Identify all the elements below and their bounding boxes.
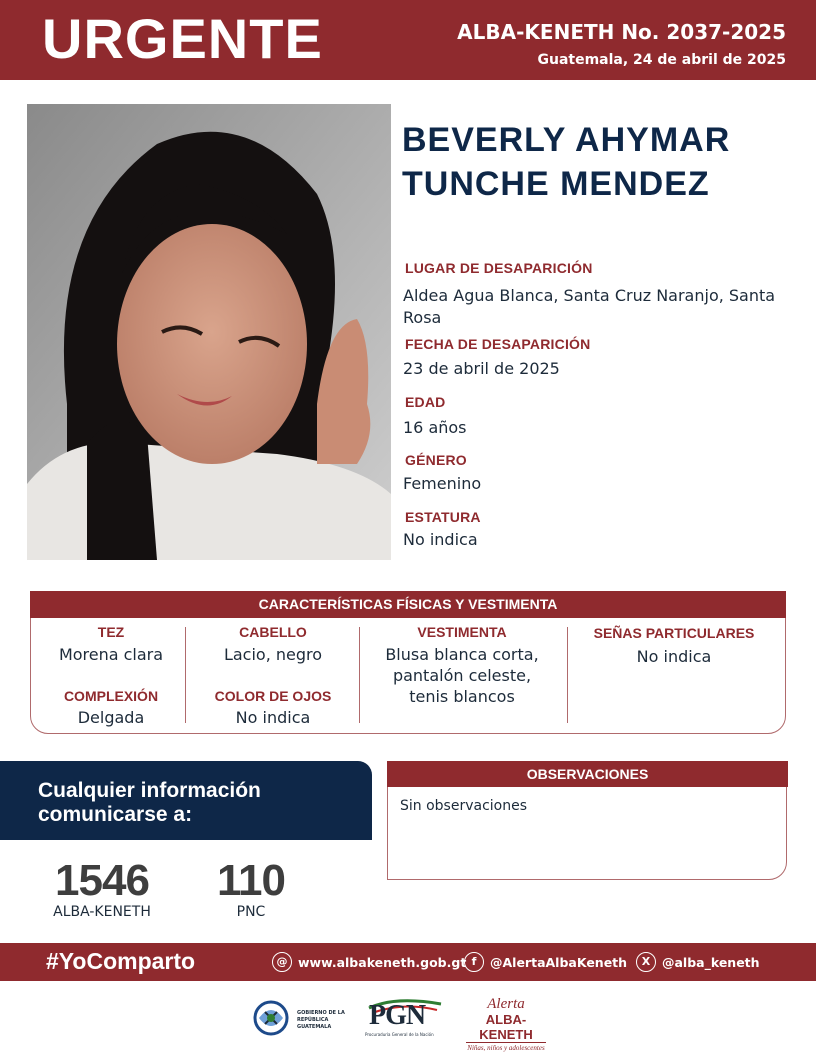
hashtag: #YoComparto bbox=[46, 948, 196, 974]
alert-date: Guatemala, 24 de abril de 2025 bbox=[537, 52, 786, 68]
distinguishing-marks-label: SEÑAS PARTICULARES bbox=[593, 625, 755, 641]
alba-keneth-logo-tagline: Niñas, niños y adolescentes bbox=[467, 1044, 545, 1052]
alert-number: ALBA-KENETH No. 2037-2025 bbox=[457, 20, 786, 44]
observations-text: Sin observaciones bbox=[400, 798, 528, 814]
gender-label: GÉNERO bbox=[405, 452, 467, 468]
contact-banner bbox=[0, 761, 372, 840]
skin-tone-label: TEZ bbox=[97, 624, 125, 640]
phone-alba-keneth[interactable]: 1546 bbox=[55, 856, 149, 905]
hair-label: CABELLO bbox=[239, 624, 307, 640]
gender-value: Femenino bbox=[403, 474, 482, 493]
disappearance-place-label: LUGAR DE DESAPARICIÓN bbox=[405, 260, 593, 276]
observations-panel bbox=[387, 761, 787, 880]
pgn-logo-text: PGN bbox=[369, 1000, 426, 1031]
contact-text bbox=[38, 779, 358, 827]
alba-keneth-logo-top: Alerta bbox=[487, 996, 525, 1012]
government-logo bbox=[251, 998, 361, 1038]
column-divider bbox=[567, 627, 568, 723]
age-value: 16 años bbox=[403, 418, 467, 437]
contact-text-line1: Cualquier información bbox=[38, 779, 261, 802]
website-text: www.albakeneth.gob.gt bbox=[298, 954, 467, 970]
globe-icon: @ bbox=[272, 952, 292, 972]
distinguishing-marks-value: No indica bbox=[636, 647, 712, 666]
pgn-logo bbox=[365, 996, 445, 1040]
eye-color-label: COLOR DE OJOS bbox=[214, 688, 332, 704]
build-label: COMPLEXIÓN bbox=[63, 688, 159, 704]
x-icon: X bbox=[636, 952, 656, 972]
government-logo-text: GOBIERNO DE LA REPÚBLICA GUATEMALA bbox=[297, 1010, 345, 1030]
website-link[interactable] bbox=[272, 951, 466, 973]
person-name-line1: BEVERLY AHYMAR bbox=[402, 121, 731, 159]
disappearance-date-label: FECHA DE DESAPARICIÓN bbox=[405, 336, 591, 352]
alba-keneth-logo-name: ALBA-KENETH bbox=[466, 1012, 546, 1043]
build-value: Delgada bbox=[77, 708, 145, 727]
x-text: @alba_keneth bbox=[662, 954, 760, 970]
height-value: No indica bbox=[403, 530, 478, 549]
facebook-icon: f bbox=[464, 952, 484, 972]
height-label: ESTATURA bbox=[405, 509, 481, 525]
phone-pnc[interactable]: 110 bbox=[217, 856, 285, 905]
facebook-link[interactable] bbox=[464, 951, 627, 973]
skin-tone-value: Morena clara bbox=[58, 645, 164, 664]
column-divider bbox=[359, 627, 360, 723]
observations-heading: OBSERVACIONES bbox=[387, 761, 788, 787]
phone-alba-keneth-label: ALBA-KENETH bbox=[53, 904, 151, 920]
disappearance-date-value: 23 de abril de 2025 bbox=[403, 359, 560, 378]
age-label: EDAD bbox=[405, 394, 446, 410]
clothing-label: VESTIMENTA bbox=[417, 624, 507, 640]
disappearance-place-value: Aldea Agua Blanca, Santa Cruz Naranjo, Santa Rosa bbox=[403, 286, 776, 327]
phone-pnc-label: PNC bbox=[236, 904, 266, 920]
missing-person-photo bbox=[27, 104, 391, 560]
eye-color-value: No indica bbox=[235, 708, 311, 727]
clothing-value: Blusa blanca corta, pantalón celeste, tenis blancos bbox=[385, 645, 539, 706]
alba-keneth-logo bbox=[466, 996, 546, 1052]
pgn-logo-subtitle: Procuraduría General de la Nación bbox=[365, 1032, 434, 1037]
facebook-text: @AlertaAlbaKeneth bbox=[490, 954, 628, 970]
characteristics-heading: CARACTERÍSTICAS FÍSICAS Y VESTIMENTA bbox=[30, 591, 786, 618]
column-divider bbox=[185, 627, 186, 723]
x-link[interactable] bbox=[636, 951, 760, 973]
hair-value: Lacio, negro bbox=[223, 645, 323, 664]
person-name bbox=[402, 118, 802, 206]
coat-of-arms-icon bbox=[251, 998, 291, 1038]
footer-bar bbox=[0, 943, 816, 981]
characteristics-panel bbox=[30, 591, 786, 734]
header-bar bbox=[0, 0, 816, 80]
urgent-title: URGENTE bbox=[42, 7, 323, 70]
person-name-line2: TUNCHE MENDEZ bbox=[402, 165, 710, 203]
logos-row bbox=[0, 996, 816, 1052]
contact-text-line2: comunicarse a: bbox=[38, 803, 193, 826]
